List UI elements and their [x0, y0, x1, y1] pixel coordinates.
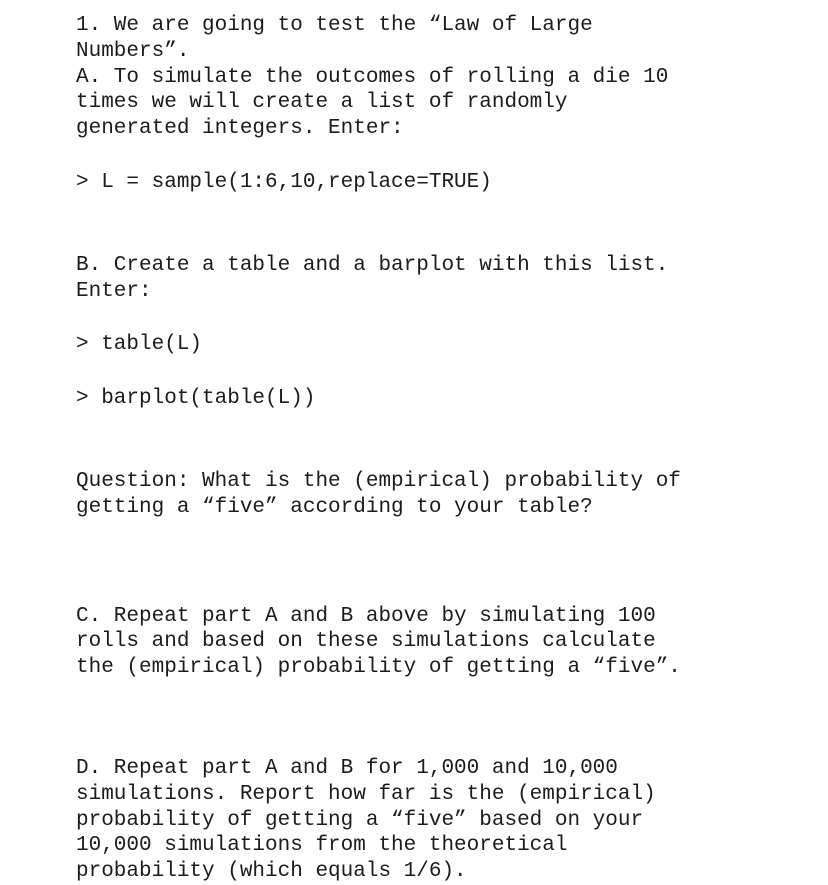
part-b-code-table: > table(L): [76, 333, 203, 357]
part-a-instructions: A. To simulate the outcomes of rolling a die 10 times we will create a list of randomly generated integers. Enter:: [76, 65, 669, 141]
part-d-instructions: D. Repeat part A and B for 1,000 and 10,000 simulations. Report how far is the (empirical) probability of getting a “five” based on your 10,000 simulations from the theoretical probability (which equals 1/6).: [76, 756, 656, 884]
part-b-question: Question: What is the (empirical) probability of getting a “five” according to your table?: [76, 469, 681, 519]
part-a-code: > L = sample(1:6,10,replace=TRUE): [76, 170, 492, 194]
assignment-document: [76, 13, 776, 885]
question-1-intro: 1. We are going to test the “Law of Large Numbers”.: [76, 14, 593, 63]
part-b-instructions: B. Create a table and a barplot with this list. Enter:: [76, 253, 669, 303]
part-b-code-barplot: > barplot(table(L)): [76, 387, 316, 411]
part-c-instructions: C. Repeat part A and B above by simulating 100 rolls and based on these simulations calculate the (empirical) probability of getting a “five”.: [76, 604, 681, 680]
